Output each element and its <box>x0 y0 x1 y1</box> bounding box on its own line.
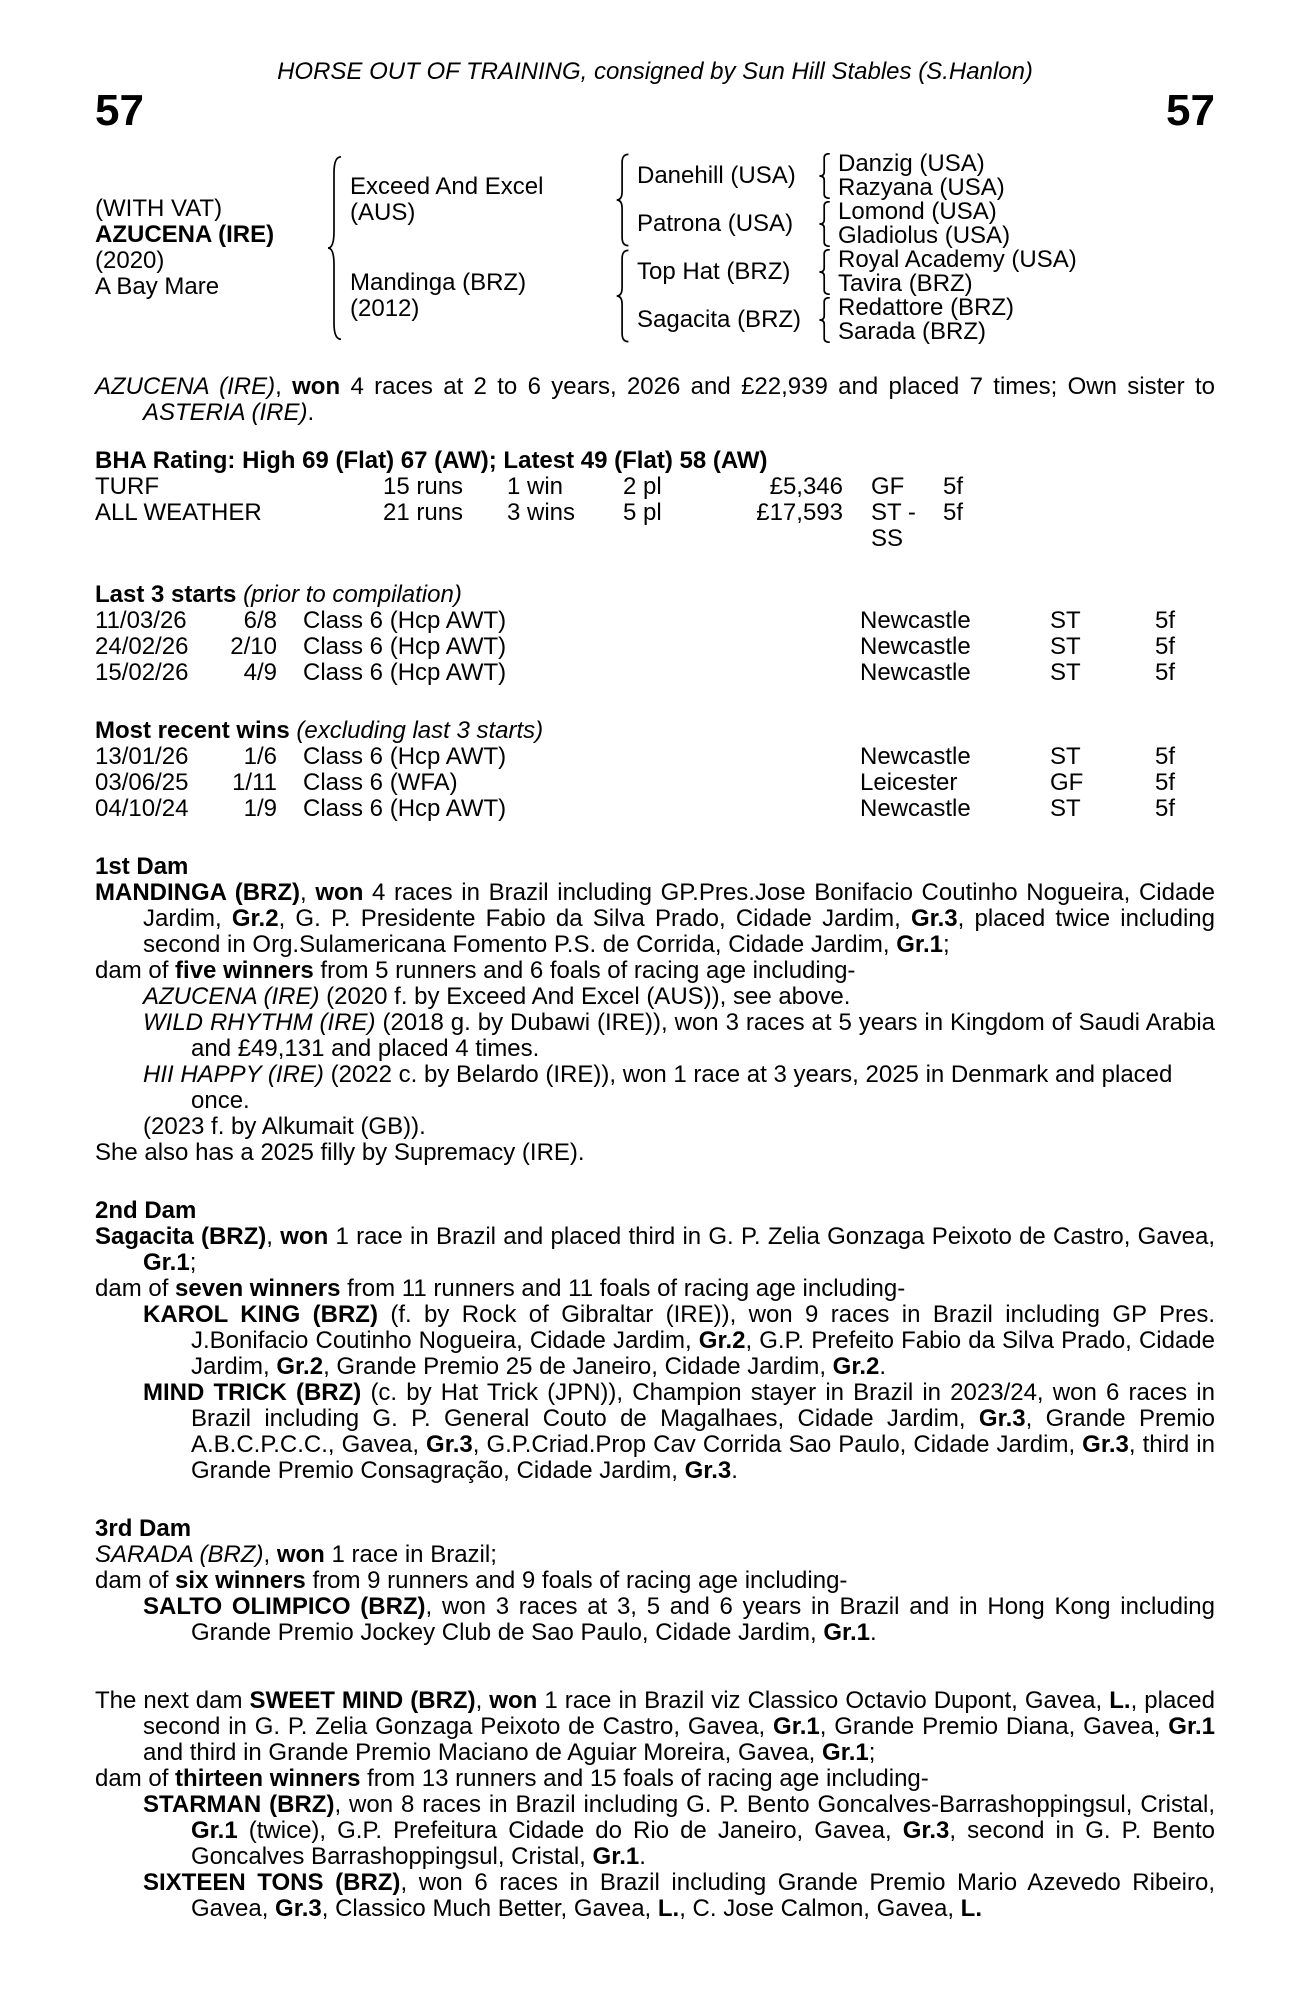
paragraph <box>143 984 1215 1010</box>
text-segment: , G.P.Criad.Prop Cav Corrida Sao Paulo, Cidade Jardim, <box>472 1431 1083 1458</box>
dam-sire-branch <box>637 248 1077 296</box>
table-cell: 1/6 <box>243 743 277 770</box>
text-segment: ASTERIA (IRE) <box>143 399 308 426</box>
sire-grandparents <box>637 152 1010 248</box>
table-cell: 5f <box>1155 659 1176 686</box>
text-segment: Gr.1 <box>191 1817 238 1844</box>
text-segment: SWEET MIND (BRZ) <box>249 1687 476 1714</box>
text-segment: Most recent wins <box>95 717 290 744</box>
horse-vat-note: (WITH VAT) <box>95 195 223 222</box>
text-segment: , Grande Premio A.B.C.P.C.C., Gavea, <box>191 1405 1216 1458</box>
table-row <box>95 744 1215 770</box>
lot-number-right: 57 <box>1166 86 1215 135</box>
text-segment: , G. P. Presidente Fabio da Silva Prado, Cidade Jardim, <box>278 905 911 932</box>
table-cell: 5f <box>1155 795 1176 822</box>
brace-icon <box>817 201 833 247</box>
recent-wins-heading <box>95 718 1215 744</box>
last-starts-heading <box>95 582 1215 608</box>
ped-sire-sire-sire: Danzig (USA) <box>838 150 985 177</box>
table-cell: 21 runs <box>383 499 464 526</box>
text-segment: dam of <box>95 1275 176 1302</box>
text-segment: She also has a 2025 filly by Supremacy (IRE). <box>95 1139 585 1166</box>
section-heading: 1st Dam <box>95 853 189 880</box>
table-cell: 15/02/26 <box>95 659 189 686</box>
ped-dam-sire-dam: Tavira (BRZ) <box>838 270 973 297</box>
text-segment: Gr.3 <box>978 1405 1026 1432</box>
ped-dam-dam-sire: Redattore (BRZ) <box>838 294 1015 321</box>
table-cell: Class 6 (Hcp AWT) <box>303 659 507 686</box>
text-segment: Gr.3 <box>910 905 958 932</box>
table-row <box>95 770 1215 796</box>
text-segment: Gr.3 <box>275 1895 322 1922</box>
text-segment: . <box>879 1353 887 1380</box>
table-cell: 6/8 <box>243 607 277 634</box>
text-segment: ; <box>868 1739 876 1766</box>
text-segment: KAROL KING (BRZ) <box>143 1301 378 1328</box>
table-cell: £5,346 <box>769 473 843 500</box>
table-cell: 24/02/26 <box>95 633 189 660</box>
text-segment: (twice), G.P. Prefeitura Cidade do Rio de Janeiro, Gavea, <box>237 1817 903 1844</box>
text-segment: six winners <box>175 1567 306 1594</box>
paragraph <box>95 958 1215 984</box>
table-cell: ST <box>1050 743 1081 770</box>
table-cell: Newcastle <box>860 795 971 822</box>
paragraph <box>95 880 1215 958</box>
text-segment: , won 6 races in Brazil including Grande Premio Mario Azevedo Ribeiro, Gavea, <box>191 1869 1216 1922</box>
text-segment: 1 race in Brazil viz Classico Octavio Dupont, Gavea, <box>537 1687 1110 1714</box>
text-segment: Gr.2 <box>231 905 279 932</box>
text-segment: , placed second in G. P. Zelia Gonzaga Peixoto de Castro, Gavea, <box>143 1687 1215 1740</box>
section-2nd-dam <box>95 1198 1215 1484</box>
table-cell: 2/10 <box>230 633 277 660</box>
dam-sire-parents <box>838 248 1077 296</box>
text-segment: and third in Grande Premio Maciano de Aguiar Moreira, Gavea, <box>143 1739 823 1766</box>
ped-sire-dam-sire: Lomond (USA) <box>838 198 997 225</box>
ped-sire-dam-dam: Gladiolus (USA) <box>838 222 1011 249</box>
text-segment: Gr.1 <box>773 1713 820 1740</box>
text-segment: Last 3 starts <box>95 581 237 608</box>
text-segment: WILD RHYTHM (IRE) <box>143 1009 376 1036</box>
recent-wins-block <box>95 718 1215 822</box>
pedigree-chart <box>95 152 1215 344</box>
text-segment: , Classico Much Better, Gavea, <box>321 1895 658 1922</box>
text-segment: (f. by Rock of Gibraltar (IRE)), won 9 races in Brazil including GP Pres. J.Bonifacio Coutinho Nogueira, Cidade Jardim, <box>191 1301 1215 1354</box>
brace-icon <box>614 153 632 247</box>
text-segment: Gr.1 <box>1168 1713 1215 1740</box>
text-segment: Sagacita (BRZ) <box>95 1223 267 1250</box>
paragraph <box>95 1276 1215 1302</box>
text-segment: seven winners <box>175 1275 341 1302</box>
text-segment: Gr.3 <box>902 1817 950 1844</box>
table-row <box>95 660 1215 686</box>
recent-wins-table <box>95 744 1215 822</box>
text-segment: (excluding last 3 starts) <box>296 717 544 744</box>
text-segment: , G.P. Prefeito Fabio da Silva Prado, Cidade Jardim, <box>191 1327 1215 1380</box>
table-cell: ST <box>1050 633 1081 660</box>
table-cell: ALL WEATHER <box>95 499 262 526</box>
table-cell: 03/06/25 <box>95 769 189 796</box>
bha-rating-line: BHA Rating: High 69 (Flat) 67 (AW); Latest 49 (Flat) 58 (AW) <box>95 447 768 474</box>
last-starts-table <box>95 608 1215 686</box>
text-segment: The next dam <box>95 1687 250 1714</box>
paragraph <box>95 1542 1215 1568</box>
text-segment: AZUCENA (IRE) <box>143 983 320 1010</box>
section-paragraphs <box>95 880 1215 1166</box>
text-segment: dam of <box>95 1567 176 1594</box>
text-segment: 4 races in Brazil including GP.Pres.Jose Bonifacio Coutinho Nogueira, Cidade Jardim, <box>143 879 1216 932</box>
table-cell: Class 6 (Hcp AWT) <box>303 743 507 770</box>
table-cell: Class 6 (Hcp AWT) <box>303 607 507 634</box>
text-segment: Gr.1 <box>823 1619 871 1646</box>
table-cell: 1/9 <box>243 795 277 822</box>
table-cell: 11/03/26 <box>95 607 187 634</box>
section-3rd-dam <box>95 1516 1215 1646</box>
text-segment: . <box>307 399 315 426</box>
text-segment: Gr.2 <box>698 1327 746 1354</box>
text-segment: Gr.1 <box>592 1843 640 1870</box>
dam-branch <box>350 248 1077 344</box>
text-segment: , Grande Premio 25 de Janeiro, Cidade Jardim, <box>323 1353 833 1380</box>
text-segment: Gr.2 <box>276 1353 324 1380</box>
table-cell: £17,593 <box>756 499 843 526</box>
race-summary <box>95 374 1215 426</box>
paragraph <box>143 1870 1215 1922</box>
horse-name: AZUCENA (IRE) <box>95 221 275 248</box>
ped-dam-dam-dam: Sarada (BRZ) <box>838 318 987 345</box>
text-segment: dam of <box>95 1765 176 1792</box>
text-segment: five winners <box>175 957 314 984</box>
text-segment: . <box>731 1457 738 1484</box>
text-segment: HII HAPPY (IRE) <box>143 1061 324 1088</box>
text-segment: won <box>276 1541 325 1568</box>
table-cell: 15 runs <box>383 473 464 500</box>
paragraph <box>95 1224 1215 1276</box>
dam-dam-branch <box>637 296 1077 344</box>
ped-dam-name: Mandinga (BRZ) <box>350 269 527 296</box>
text-segment: (2020 f. by Exceed And Excel (AUS)), see above. <box>319 983 851 1010</box>
text-segment: ; <box>189 1249 197 1276</box>
text-segment: Gr.2 <box>832 1353 880 1380</box>
table-cell: 5 pl <box>623 499 662 526</box>
text-segment: SALTO OLIMPICO (BRZ) <box>143 1593 426 1620</box>
table-cell: 5f <box>943 473 964 500</box>
text-segment: MIND TRICK (BRZ) <box>143 1379 362 1406</box>
text-segment: , <box>475 1687 490 1714</box>
section-1st-dam <box>95 854 1215 1166</box>
lot-number-left: 57 <box>95 86 144 135</box>
section-paragraphs <box>95 1224 1215 1484</box>
table-cell: 2 pl <box>623 473 662 500</box>
text-segment: , won 8 races in Brazil including G. P. Bento Goncalves-Barrashoppingsul, Cristal, <box>334 1791 1215 1818</box>
brace-icon <box>614 249 632 343</box>
ped-dam-sire: Top Hat (BRZ) <box>637 258 791 285</box>
brace-icon <box>325 154 345 342</box>
text-segment: Gr.1 <box>822 1739 869 1766</box>
table-cell: Newcastle <box>860 633 971 660</box>
text-segment: from 9 runners and 9 foals of racing age including- <box>305 1567 848 1594</box>
table-cell: Class 6 (Hcp AWT) <box>303 795 507 822</box>
paragraph <box>95 1688 1215 1766</box>
table-cell: Class 6 (WFA) <box>303 769 458 796</box>
text-segment: (2018 g. by Dubawi (IRE)), won 3 races at 5 years in Kingdom of Saudi Arabia and £49,131 and placed 4 times. <box>191 1009 1215 1062</box>
text-segment: won <box>280 1223 329 1250</box>
text-segment: Gr.1 <box>143 1249 190 1276</box>
paragraph <box>143 1380 1215 1484</box>
horse-details <box>95 196 323 300</box>
section-heading: 3rd Dam <box>95 1515 192 1542</box>
text-segment: L. <box>657 1895 680 1922</box>
text-segment: . <box>870 1619 877 1646</box>
paragraph <box>95 1140 1215 1166</box>
table-cell: ST <box>1050 659 1081 686</box>
text-segment: , placed twice including second in Org.Sulamericana Fomento P.S. de Corrida, Cidade Jardim, <box>143 905 1215 958</box>
last-starts-block <box>95 582 1215 686</box>
text-segment: , Grande Premio Diana, Gavea, <box>819 1713 1169 1740</box>
text-segment: dam of <box>95 957 176 984</box>
table-cell: 4/9 <box>243 659 277 686</box>
table-cell: Class 6 (Hcp AWT) <box>303 633 507 660</box>
lot-number-row <box>95 88 1215 134</box>
text-segment: 1 race in Brazil; <box>324 1541 497 1568</box>
table-cell: 5f <box>1155 607 1176 634</box>
text-segment: AZUCENA (IRE) <box>95 373 276 400</box>
section-paragraphs <box>95 1688 1215 1922</box>
text-segment: Gr.1 <box>896 931 943 958</box>
table-cell: 3 wins <box>507 499 576 526</box>
horse-description: A Bay Mare <box>95 273 220 300</box>
table-cell: TURF <box>95 473 159 500</box>
brace-icon <box>817 297 833 343</box>
text-segment: won <box>292 373 341 400</box>
section-next-dam <box>95 1688 1215 1922</box>
sire-dam-branch <box>637 200 1010 248</box>
paragraph <box>143 1792 1215 1870</box>
text-segment: Gr.3 <box>426 1431 473 1458</box>
text-segment: STARMAN (BRZ) <box>143 1791 335 1818</box>
text-segment: , <box>266 1223 281 1250</box>
text-segment: . <box>639 1843 646 1870</box>
table-row <box>95 608 1215 634</box>
table-cell: 5f <box>943 499 964 526</box>
catalogue-header-title: HORSE OUT OF TRAINING, consigned by Sun Hill Stables (S.Hanlon) <box>277 58 1033 85</box>
table-cell: ST - SS <box>871 499 916 552</box>
table-cell: Newcastle <box>860 743 971 770</box>
table-cell: 13/01/26 <box>95 743 189 770</box>
sire-sire-branch <box>637 152 1010 200</box>
text-segment: SIXTEEN TONS (BRZ) <box>143 1869 401 1896</box>
paragraph <box>143 1062 1215 1114</box>
table-row <box>95 500 1215 552</box>
paragraph <box>95 1766 1215 1792</box>
text-segment: (2023 f. by Alkumait (GB)). <box>143 1113 426 1140</box>
table-cell: 5f <box>1155 769 1176 796</box>
text-segment: SARADA (BRZ) <box>95 1541 264 1568</box>
horse-year: (2020) <box>95 247 165 274</box>
text-segment: , <box>300 879 316 906</box>
text-segment: thirteen winners <box>175 1765 361 1792</box>
text-segment: , second in G. P. Bento Goncalves Barrashoppingsul, Cristal, <box>191 1817 1215 1870</box>
dam-grandparents <box>637 248 1077 344</box>
text-segment: , won 3 races at 3, 5 and 6 years in Brazil and in Hong Kong including Grande Premio Jockey Club de Sao Paulo, Cidade Jardim, <box>191 1593 1215 1646</box>
pedigree-tree <box>350 152 1077 344</box>
text-segment: , third in Grande Premio Consagração, Cidade Jardim, <box>191 1431 1215 1484</box>
section-heading: 2nd Dam <box>95 1197 197 1224</box>
text-segment: (c. by Hat Trick (JPN)), Champion stayer in Brazil in 2023/24, won 6 races in Brazil including G. P. General Couto de Magalhaes, Cidade Jardim, <box>191 1379 1215 1432</box>
sire-sire-parents <box>838 152 1005 200</box>
paragraph <box>143 1302 1215 1380</box>
table-row <box>95 474 1215 500</box>
text-segment: won <box>489 1687 538 1714</box>
table-cell: 1/11 <box>232 769 277 796</box>
table-cell: 5f <box>1155 633 1176 660</box>
text-segment: won <box>315 879 364 906</box>
text-segment: L. <box>1109 1687 1131 1714</box>
text-segment: (prior to compilation) <box>243 581 462 608</box>
ped-sire-sire: Danehill (USA) <box>637 162 796 189</box>
text-segment: from 13 runners and 15 foals of racing age including- <box>360 1765 929 1792</box>
brace-icon <box>817 153 833 199</box>
text-segment: L. <box>960 1895 982 1922</box>
paragraph <box>143 1594 1215 1646</box>
table-cell: Newcastle <box>860 659 971 686</box>
ped-sire-dam: Patrona (USA) <box>637 210 794 237</box>
ped-sire-sire-dam: Razyana (USA) <box>838 174 1005 201</box>
text-segment: , <box>263 1541 277 1568</box>
ped-dam-dam: Sagacita (BRZ) <box>637 306 802 333</box>
table-row <box>95 634 1215 660</box>
table-cell: GF <box>871 473 905 500</box>
ped-dam <box>350 270 612 322</box>
section-paragraphs <box>95 1542 1215 1646</box>
text-segment: MANDINGA (BRZ) <box>95 879 301 906</box>
text-segment: (2022 c. by Belardo (IRE)), won 1 race at 3 years, 2025 in Denmark and placed once. <box>191 1061 1173 1114</box>
text-segment: 1 race in Brazil and placed third in G. P. Zelia Gonzaga Peixoto de Castro, Gavea, <box>328 1223 1216 1250</box>
table-cell: 1 win <box>507 473 564 500</box>
table-cell: GF <box>1050 769 1084 796</box>
text-segment: from 11 runners and 11 foals of racing age including- <box>340 1275 906 1302</box>
table-cell: Leicester <box>860 769 958 796</box>
text-segment: 4 races at 2 to 6 years, 2026 and £22,939 and placed 7 times; Own sister to <box>340 373 1216 400</box>
paragraph <box>143 1010 1215 1062</box>
table-cell: 5f <box>1155 743 1176 770</box>
table-cell: Newcastle <box>860 607 971 634</box>
paragraph <box>143 1114 1215 1140</box>
paragraph <box>95 1568 1215 1594</box>
text-segment: from 5 runners and 6 foals of racing age including- <box>313 957 856 984</box>
text-segment: ; <box>942 931 950 958</box>
table-cell: 04/10/24 <box>95 795 189 822</box>
sire-branch <box>350 152 1077 248</box>
record-table <box>95 474 1215 552</box>
ped-dam-year: (2012) <box>350 295 420 322</box>
table-row <box>95 796 1215 822</box>
ped-dam-sire-sire: Royal Academy (USA) <box>838 246 1077 273</box>
table-cell: ST <box>1050 607 1081 634</box>
ped-sire: Exceed And Excel (AUS) <box>350 173 544 226</box>
text-segment: , <box>275 373 293 400</box>
brace-icon <box>817 249 833 295</box>
text-segment: Gr.3 <box>1082 1431 1129 1458</box>
text-segment: , C. Jose Calmon, Gavea, <box>679 1895 961 1922</box>
sire-dam-parents <box>838 200 1010 248</box>
table-cell: ST <box>1050 795 1081 822</box>
text-segment: Gr.3 <box>684 1457 732 1484</box>
dam-dam-parents <box>838 296 1014 344</box>
